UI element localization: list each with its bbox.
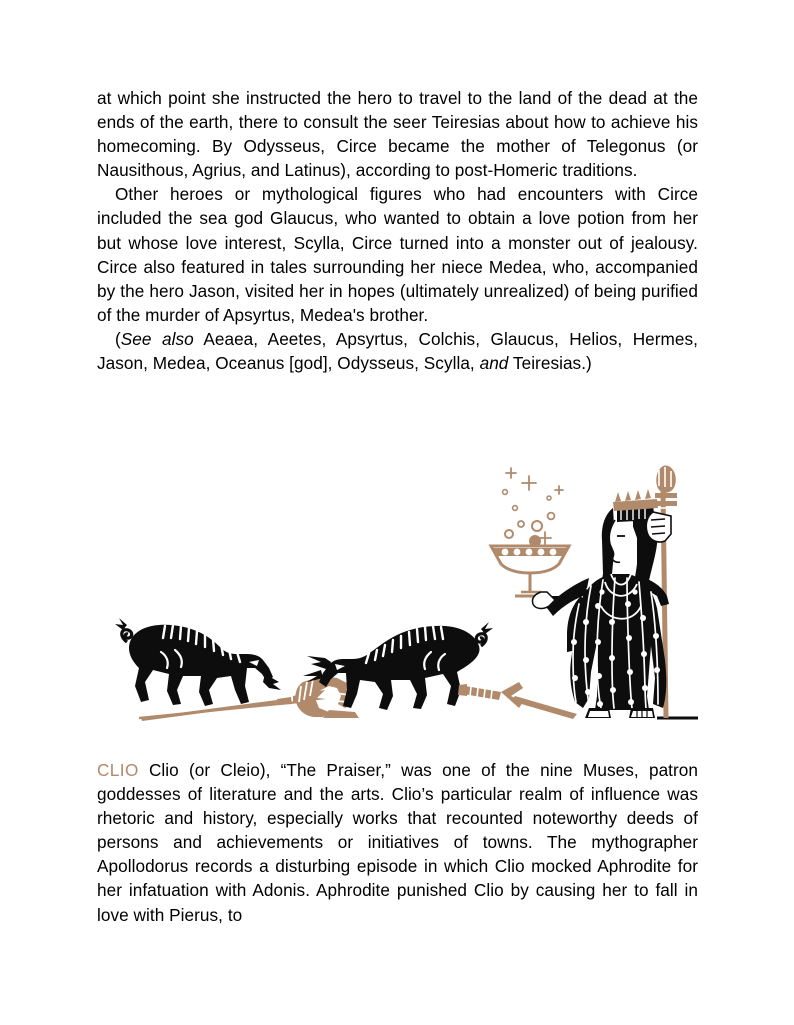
potion-bowl-icon — [491, 535, 569, 596]
sword-icon — [458, 682, 577, 719]
see-also-tail: Teiresias.) — [508, 353, 592, 374]
paragraph-other-heroes: Other heroes or mythological figures who had encounters with Circe included the sea god Glaucus, who wanted to obtain a love potion from her but whose love interest, Scylla, Circe turned into a monster out of jealousy. Circe also featured in tales surrounding her niece Medea, who, accompanied by the hero Jason, visited her in hopes (ultimately unrealized) of being purified of the murder of Apsyrtus, Medea's brother. — [97, 184, 698, 325]
see-also-italic-and: and — [479, 353, 509, 374]
clio-paragraph — [97, 758, 698, 927]
see-also-italic-lead: See also — [120, 328, 194, 349]
paragraph-continued: at which point she instructed the hero to travel to the land of the dead at the ends of the earth, there to consult the seer Teiresias about how to achieve his homecoming. By Odysseus, Circe became the mother of Telegonus (or Nausithous, Agrius, and Latinus), according to post-Homeric traditions. — [97, 88, 698, 181]
entry-headword: CLIO — [97, 760, 139, 780]
circe-figure — [491, 465, 677, 718]
crown-icon — [613, 489, 658, 511]
see-also-list: Aeaea, Aeetes, Apsyrtus, Colchis, Glaucus, Helios, Hermes, Jason, Medea, Oceanus [god], Odysseus, Scylla, — [97, 328, 698, 374]
clio-entry — [97, 758, 698, 927]
entry-body-text: Clio (or Cleio), “The Praiser,” was one of the nine Muses, patron goddesses of literature and the arts. Clio’s particular realm of influence was rhetoric and history, especially works that recounted noteworthy deeds of persons and achievements or initiatives of towns. The mythographer Apollodorus records a disturbing episode in which Clio mocked Aphrodite for her infatuation with Adonis. Aphrodite punished Clio by causing her to fall in love with Pierus, to — [97, 760, 698, 925]
text-column — [97, 86, 698, 375]
illustration-circe-and-boars — [97, 446, 698, 731]
see-also-paragraph — [97, 327, 698, 375]
see-also-open-paren: ( — [115, 328, 121, 349]
sparkles-icon — [503, 490, 555, 538]
boar-left-icon — [115, 618, 281, 706]
boar-right-icon — [303, 622, 493, 710]
